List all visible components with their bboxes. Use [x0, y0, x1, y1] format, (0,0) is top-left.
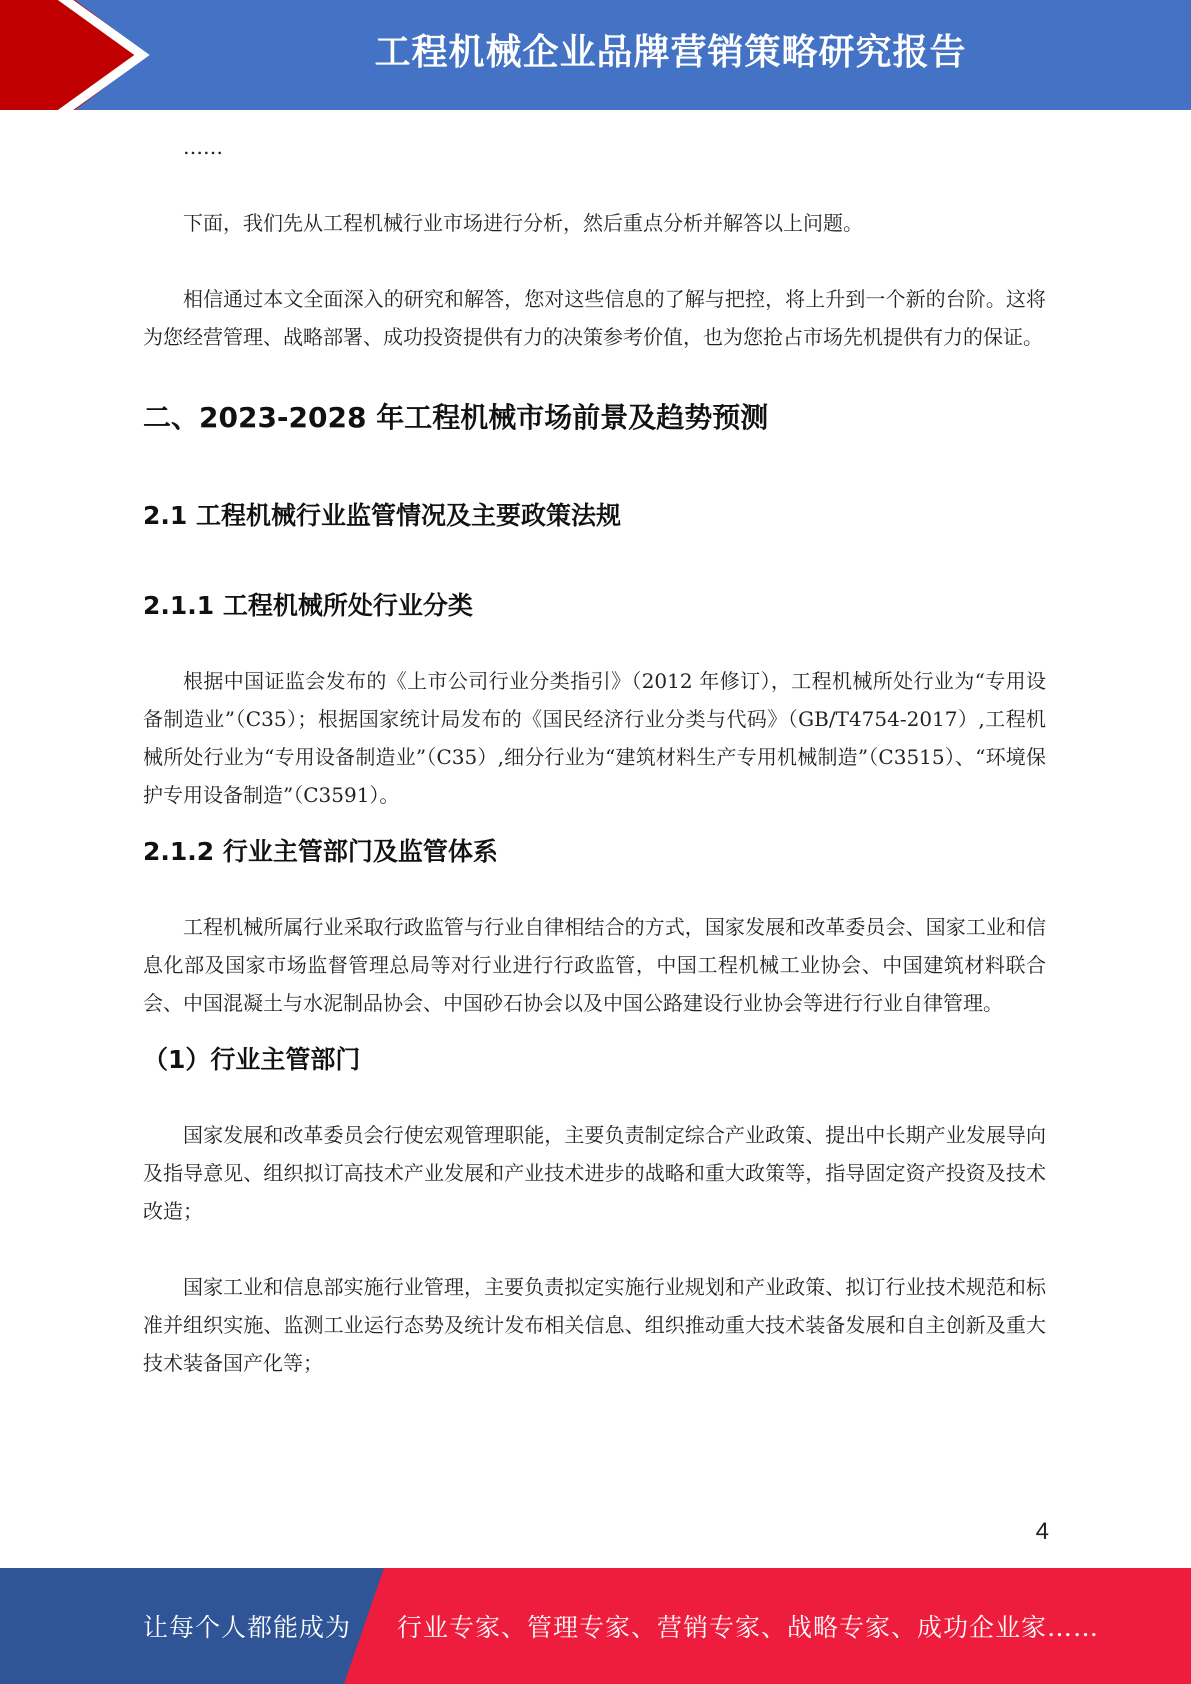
subheading-authorities: （1）行业主管部门 [143, 1045, 361, 1074]
page-number: 4 [1035, 1518, 1049, 1545]
page-footer [0, 1568, 1191, 1684]
main-content [143, 128, 1046, 1382]
footer-slogan-left: 让每个人都能成为 [143, 1613, 352, 1642]
footer-slogan-right: 行业专家、管理专家、营销专家、战略专家、成功企业家…… [397, 1613, 1100, 1642]
report-title: 工程机械企业品牌营销策略研究报告 [374, 32, 967, 73]
chevron-arrow-icon [0, 0, 150, 110]
regulation-paragraph: 工程机械所属行业采取行政监管与行业自律相结合的方式，国家发展和改革委员会、国家工业和信息化部及国家市场监督管理总局等对行业进行行政监管，中国工程机械工业协会、中国建筑材料联合会、中国混凝土与水泥制品协会、中国砂石协会以及中国公路建设行业协会等进行行业自律管理。 [143, 915, 1046, 1015]
ellipsis-line: …… [183, 135, 223, 159]
page-header [0, 0, 1191, 110]
section-heading-2-1-2: 2.1.2 行业主管部门及监管体系 [143, 837, 498, 866]
section-heading-2-1-1: 2.1.1 工程机械所处行业分类 [143, 591, 473, 620]
classification-paragraph: 根据中国证监会发布的《上市公司行业分类指引》（2012 年修订），工程机械所处行业为“专用设备制造业”（C35）；根据国家统计局发布的《国民经济行业分类与代码》（GB/T4754-2017）,工程机械所处行业为“专用设备制造业”（C35）,细分行业为“建筑材料生产专用机械制造”（C3515）、“环境保护专用设备制造”（C3591）。 [143, 669, 1046, 807]
intro-paragraph-2: 相信通过本文全面深入的研究和解答，您对这些信息的了解与把控，将上升到一个新的台阶。这将为您经营管理、战略部署、成功投资提供有力的决策参考价值，也为您抢占市场先机提供有力的保证。 [143, 287, 1046, 349]
intro-paragraph-1: 下面，我们先从工程机械行业市场进行分析，然后重点分析并解答以上问题。 [183, 211, 863, 235]
miit-paragraph: 国家工业和信息部实施行业管理，主要负责拟定实施行业规划和产业政策、拟订行业技术规范和标准并组织实施、监测工业运行态势及统计发布相关信息、组织推动重大技术装备发展和自主创新及重大技术装备国产化等； [143, 1275, 1046, 1375]
section-heading-2-1: 2.1 工程机械行业监管情况及主要政策法规 [143, 501, 621, 530]
chapter-heading: 二、2023-2028 年工程机械市场前景及趋势预测 [143, 401, 769, 434]
ndrc-paragraph: 国家发展和改革委员会行使宏观管理职能，主要负责制定综合产业政策、提出中长期产业发展导向及指导意见、组织拟订高技术产业发展和产业技术进步的战略和重大政策等，指导固定资产投资及技术改造； [143, 1123, 1046, 1223]
